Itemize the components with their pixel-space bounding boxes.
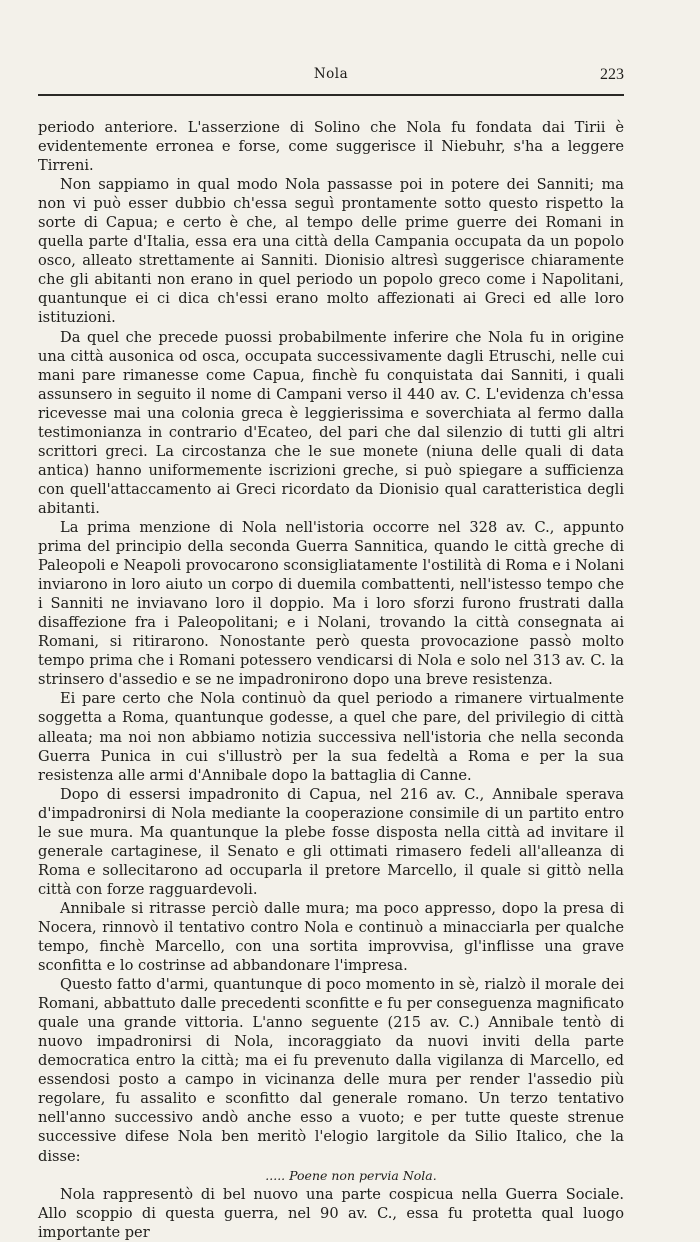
body-text: [38, 118, 624, 1242]
running-head: [38, 66, 624, 86]
paragraph-4: La prima menzione di Nola nell'istoria occorre nel 328 av. C., appunto prima del principio della seconda Guerra Sannitica, quando le città greche di Paleopoli e Neapoli provocarono sconsigliatamente l'ostilità di Roma e i Nolani inviarono in loro aiuto un corpo di duemila combattenti, nell'istesso tempo che i Sanniti ne inviavano loro il doppio. Ma i loro sforzi furono frustrati dalla disaffezione fra i Paleopolitani; e i Nolani, trovando la città consegnata ai Romani, si ritirarono. Nonostante però questa provocazione passò molto tempo prima che i Romani potessero vendicarsi di Nola e solo nel 313 av. C. la strinsero d'assedio e se ne impadronirono dopo una breve resistenza.: [38, 518, 624, 689]
paragraph-7: Annibale si ritrasse perciò dalle mura; ma poco appresso, dopo la presa di Nocera, rinnovò il tentativo contro Nola e continuò a minacciarla per qualche tempo, finchè Marcello, con una sortita improvvisa, gl'inflisse una grave sconfitta e lo costrinse ad abbandonare l'impresa.: [38, 899, 624, 975]
paragraph-3: Da quel che precede puossi probabilmente inferire che Nola fu in origine una città ausonica od osca, occupata successivamente dagli Etruschi, nelle cui mani pare rimanesse come Capua, finchè fu conquistata dai Sanniti, i quali assunsero in seguito il nome di Campani verso il 440 av. C. L'evidenza ch'essa ricevesse mai una colonia greca è leggierissima e soverchiata al fermo dalla testimonianza in contrario d'Ecateo, del pari che dal silenzio di tutti gli altri scrittori greci. La circostanza che le sue monete (niuna delle quali di data antica) hanno uniformemente iscrizioni greche, si può spiegare a sufficienza con quell'attaccamento ai Greci ricordato da Dionisio qual caratteristica degli abitanti.: [38, 328, 624, 517]
header-rule: [38, 94, 624, 96]
paragraph-9: Nola rappresentò di bel nuovo una parte cospicua nella Guerra Sociale. Allo scoppio di questa guerra, nel 90 av. C., essa fu protetta qual luogo importante per: [38, 1185, 624, 1241]
paragraph-6: Dopo di essersi impadronito di Capua, nel 216 av. C., Annibale sperava d'impadronirsi di Nola mediante la cooperazione consimile di un partito entro le sue mura. Ma quantunque la plebe fosse disposta nella città ad invitare il generale cartaginese, il Senato e gli ottimati rimasero fedeli all'alleanza di Roma e sollecitarono ad occuparla il pretore Marcello, il quale si gittò nella città con forze ragguardevoli.: [38, 785, 624, 898]
paragraph-8: Questo fatto d'armi, quantunque di poco momento in sè, rialzò il morale dei Romani, abbattuto dalle precedenti sconfitte e fu per conseguenza magnificato quale una grande vittoria. L'anno seguente (215 av. C.) Annibale tentò di nuovo impadronirsi di Nola, incoraggiato da nuovi inviti della parte democratica entro la città; ma ei fu prevenuto dalla vigilanza di Marcello, ed essendosi posto a campo in vicinanza delle mura per render l'assedio più regolare, fu assalito e sconfitto dal generale romano. Un terzo tentativo nell'anno successivo andò anche esso a vuoto; e per tutte queste strenue successive difese Nola ben meritò l'elogio largitole da Silio Italico, che la disse:: [38, 976, 624, 1165]
paragraph-1: periodo anteriore. L'asserzione di Solino che Nola fu fondata dai Tirii è evidentemente erronea e forse, come suggerisce il Niebuhr, s'ha a leggere Tirreni.: [38, 119, 624, 175]
running-title: Nola: [313, 66, 349, 82]
page-number: 223: [600, 66, 624, 83]
paragraph-5: Ei pare certo che Nola continuò da quel periodo a rimanere virtualmente soggetta a Roma, quantunque godesse, a quel che pare, del privilegio di città alleata; ma noi non abbiamo notizia successiva nell'istoria che nella seconda Guerra Punica in cui s'illustrò per la sua fedeltà a Roma e per la sua resistenza alle armi d'Annibale dopo la battaglia di Canne.: [38, 690, 624, 784]
verse-quote: ..... Poene non pervia Nola.: [265, 1167, 437, 1183]
paragraph-2: Non sappiamo in qual modo Nola passasse poi in potere dei Sanniti; ma non vi può esser dubbio ch'essa seguì prontamente sotto questo rispetto la sorte di Capua; e certo è che, al tempo delle prime guerre dei Romani in quella parte d'Italia, essa era una città della Campania occupata da un popolo osco, alleato strettamente ai Sanniti. Dionisio altresì suggerisce chiaramente che gli abitanti non erano in quel periodo un popolo greco come i Napolitani, quantunque ei ci dica ch'essi erano molto affezionati ai Greci ed alle loro istituzioni.: [38, 176, 624, 327]
